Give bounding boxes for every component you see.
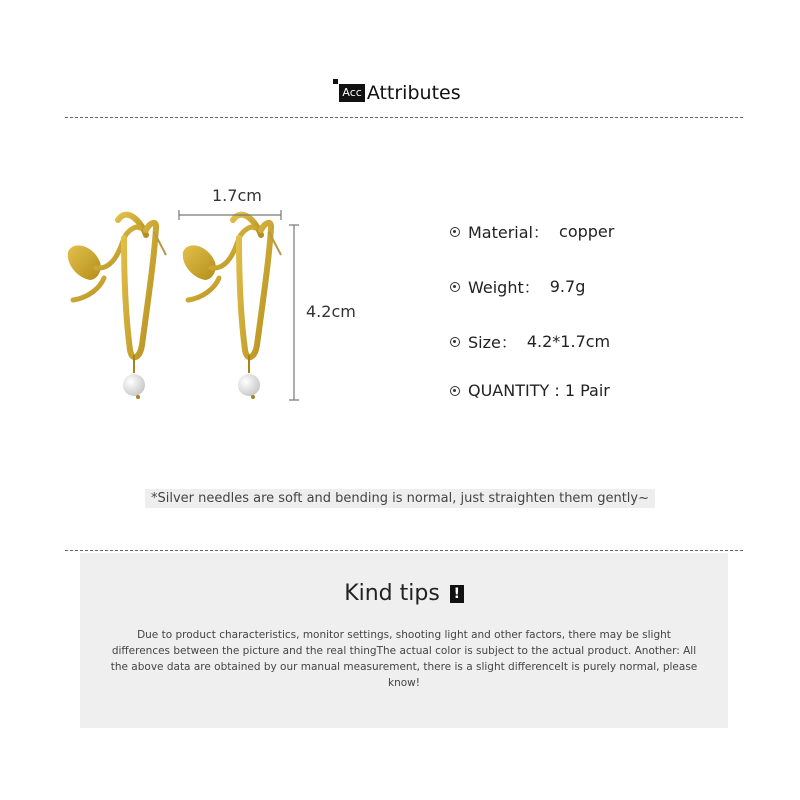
spec-label: Size：: [468, 333, 517, 352]
width-dimension-line: [179, 210, 281, 220]
kind-tips-header: [80, 581, 728, 606]
bullet-icon: [450, 282, 460, 292]
care-note: [0, 487, 800, 508]
spec-label: Weight：: [468, 278, 540, 297]
spec-weight: [450, 275, 585, 298]
bullet-icon: [450, 386, 460, 396]
spec-value: copper: [559, 222, 615, 241]
header-badge: Acc: [339, 84, 364, 102]
kind-tips-panel: [80, 553, 728, 728]
bullet-icon: [450, 337, 460, 347]
spec-material: [450, 220, 614, 243]
spec-value: 9.7g: [549, 277, 586, 296]
bullet-icon: [450, 227, 460, 237]
height-dimension-line: [289, 225, 299, 400]
top-divider: [65, 117, 743, 118]
exclamation-icon: !: [450, 585, 464, 603]
kind-tips-body: Due to product characteristics, monitor settings, shooting light and other factors, there may be slight differences between the picture and the real thingThe actual color is subject to the actual product. Another: All the above data are obtained by our manual measurement, there is a slight differenceIt is purely normal, please know!: [110, 629, 698, 689]
care-note-text: *Silver needles are soft and bending is normal, just straighten them gently~: [145, 489, 655, 508]
spec-quantity: [450, 381, 610, 400]
width-label: 1.7cm: [212, 186, 262, 205]
height-label: 4.2cm: [306, 302, 356, 321]
bottom-divider: [65, 550, 743, 551]
spec-label: Material：: [468, 223, 550, 242]
spec-label: QUANTITY : 1 Pair: [468, 381, 610, 400]
earring-right: [183, 215, 281, 399]
section-header: [0, 78, 800, 108]
kind-tips-title: Kind tips: [344, 581, 440, 606]
spec-value: 4.2*1.7cm: [526, 332, 611, 351]
earring-left: [68, 215, 166, 399]
earring-product-image: [58, 180, 338, 410]
spec-size: [450, 330, 610, 353]
header-title: Attributes: [366, 82, 461, 104]
header-marker: [333, 79, 338, 84]
